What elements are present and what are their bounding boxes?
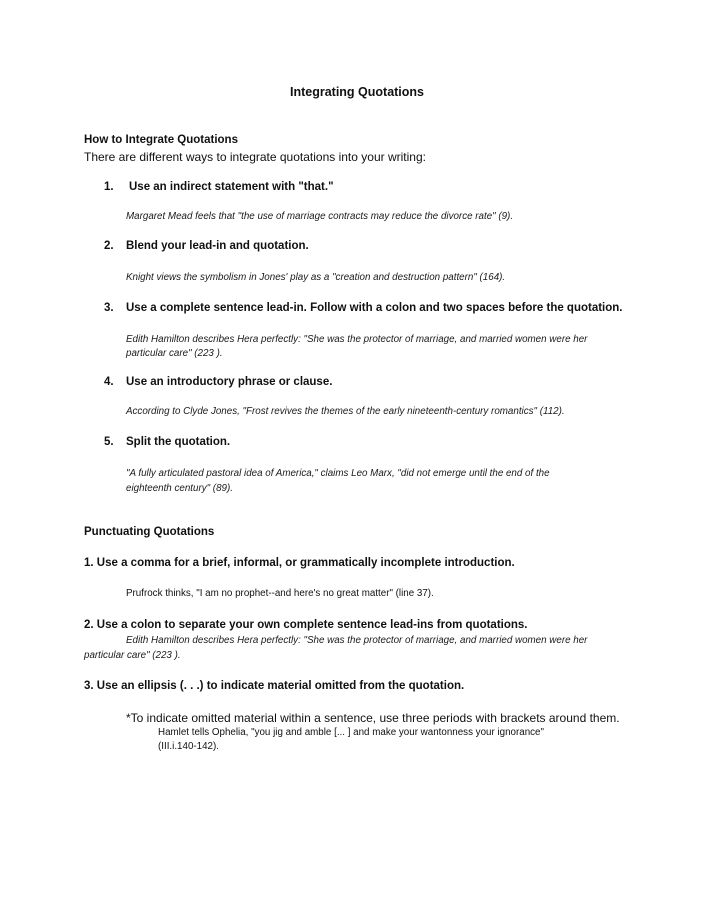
method-label: Split the quotation. [126, 436, 231, 448]
rule-label: 1. Use a comma for a brief, informal, or grammatically incomplete introduction. [84, 557, 515, 569]
method-label: Use a complete sentence lead-in. Follow with a colon and two spaces before the quotation. [126, 302, 623, 314]
method-label: Use an indirect statement with "that." [129, 181, 334, 193]
method-label: Use an introductory phrase or clause. [126, 376, 333, 388]
method-number: 5. [104, 436, 114, 448]
rule-note: *To indicate omitted material within a sentence, use three periods with brackets around them. [126, 711, 620, 725]
how-heading: How to Integrate Quotations [84, 134, 238, 146]
rule-example: (III.i.140-142). [158, 741, 219, 752]
method-example: Margaret Mead feels that "the use of marriage contracts may reduce the divorce rate" (9). [126, 211, 514, 222]
method-example: According to Clyde Jones, "Frost revives the themes of the early nineteenth-century romantics" (112). [126, 406, 565, 417]
punct-heading: Punctuating Quotations [84, 526, 215, 538]
method-example: Knight views the symbolism in Jones' play as a "creation and destruction pattern" (164). [126, 272, 506, 283]
rule-label: 3. Use an ellipsis (. . .) to indicate material omitted from the quotation. [84, 680, 465, 692]
intro-text: There are different ways to integrate quotations into your writing: [84, 150, 426, 164]
rule-example: Prufrock thinks, "I am no prophet--and here's no great matter" (line 37). [126, 588, 434, 599]
method-example: Edith Hamilton describes Hera perfectly: "She was the protector of marriage, and married women were her [126, 334, 588, 345]
method-label: Blend your lead-in and quotation. [126, 240, 309, 252]
rule-example: Hamlet tells Ophelia, "you jig and amble [... ] and make your wantonness your ignorance" [158, 727, 544, 738]
method-example: "A fully articulated pastoral idea of America," claims Leo Marx, "did not emerge until the end of the [126, 468, 550, 479]
method-example: eighteenth century" (89). [126, 483, 233, 494]
method-number: 3. [104, 302, 114, 314]
rule-example: Edith Hamilton describes Hera perfectly: "She was the protector of marriage, and married women were her [126, 635, 588, 646]
rule-example: particular care" (223 ). [84, 650, 181, 661]
rule-label: 2. Use a colon to separate your own complete sentence lead-ins from quotations. [84, 619, 528, 631]
page-title: Integrating Quotations [289, 85, 425, 99]
method-number: 1. [104, 181, 114, 193]
method-number: 2. [104, 240, 114, 252]
method-number: 4. [104, 376, 114, 388]
method-example: particular care" (223 ). [126, 348, 223, 359]
